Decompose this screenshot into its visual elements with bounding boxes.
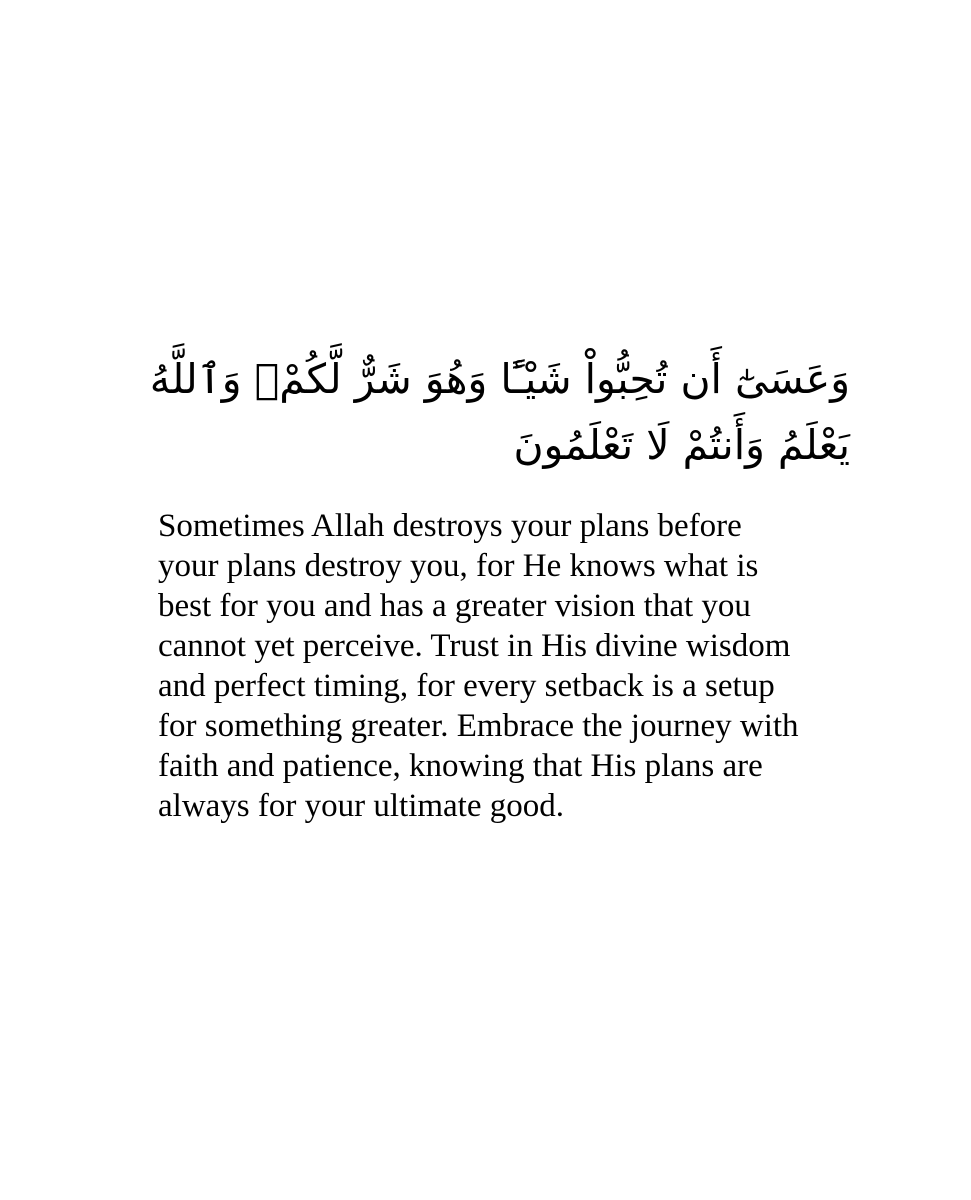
- arabic-verse: [150, 346, 850, 478]
- reflection-line: and perfect timing, for every setback is a setup: [158, 668, 775, 704]
- reflection-line: Sometimes Allah destroys your plans before: [158, 508, 742, 544]
- reflection-line: faith and patience, knowing that His plans are: [158, 748, 763, 784]
- arabic-verse-line: يَعْلَمُ وَأَنتُمْ لَا تَعْلَمُونَ: [513, 421, 850, 469]
- reflection-line: cannot yet perceive. Trust in His divine wisdom: [158, 628, 791, 664]
- reflection-line: your plans destroy you, for He knows what is: [158, 548, 759, 584]
- arabic-verse-line: وَعَسَىٰٓ أَن تُحِبُّواْ شَيْـًٔا وَهُوَ شَرٌّ لَّكُمْۗ وَٱللَّهُ: [149, 355, 850, 403]
- reflection-line: best for you and has a greater vision that you: [158, 588, 751, 624]
- reflection-paragraph: [158, 506, 858, 826]
- reflection-line: always for your ultimate good.: [158, 788, 564, 824]
- reflection-line: for something greater. Embrace the journey with: [158, 708, 799, 744]
